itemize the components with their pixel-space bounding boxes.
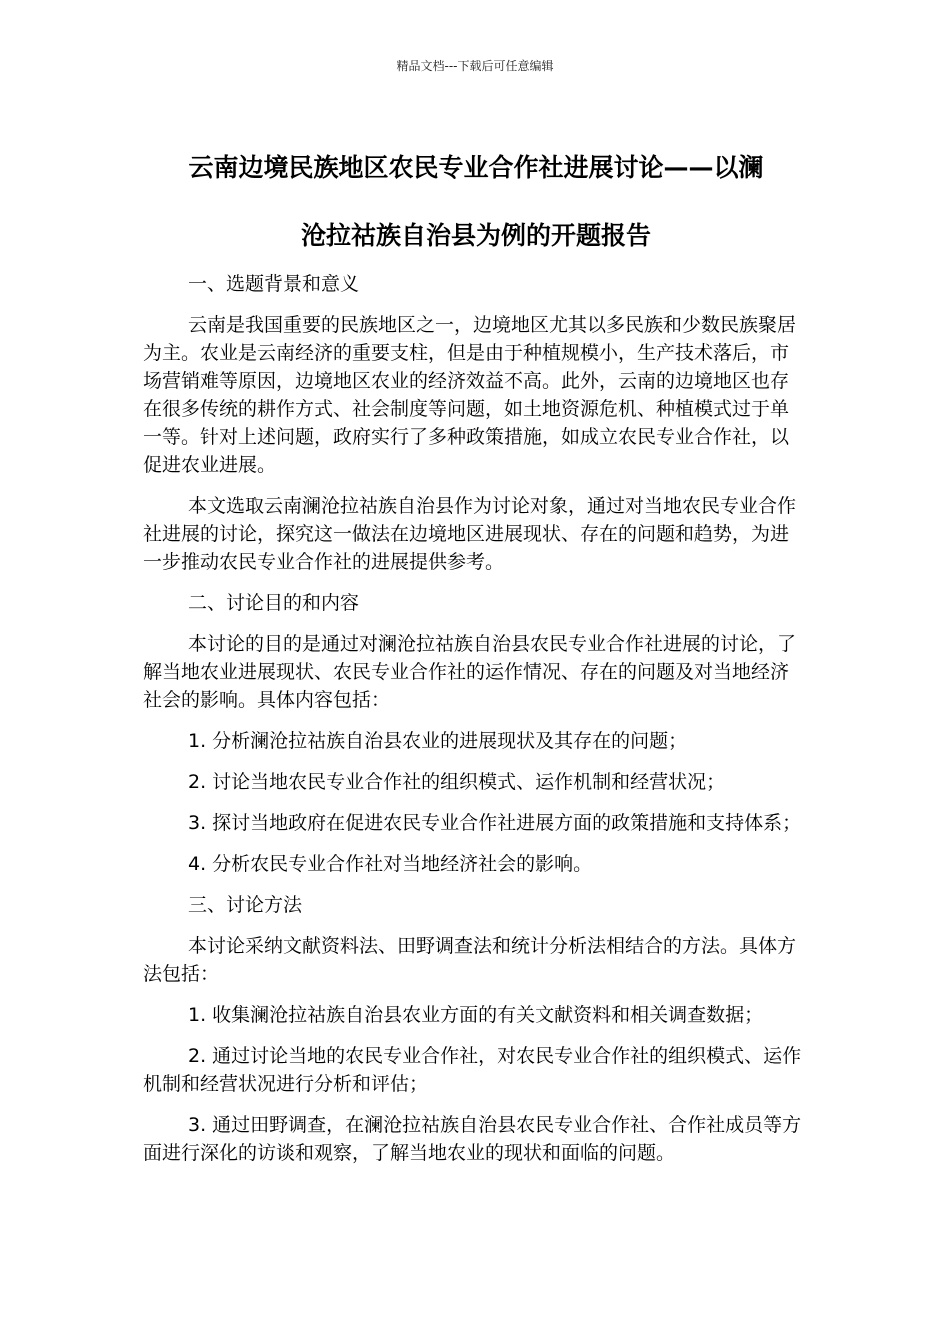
list-item-content-4: 4. 分析农民专业合作社对当地经济社会的影响。: [188, 853, 593, 875]
paragraph-background: 云南是我国重要的民族地区之一，边境地区尤其以多民族和少数民族聚居为主。农业是云南经济的重要支柱，但是由于种植规模小，生产技术落后，市场营销难等原因，边境地区农业的经济效益不高。此外，云南的边境地区也存在很多传统的耕作方式、社会制度等问题，如土地资源危机、种植模式过于单一等。针对上述问题，政府实行了多种政策措施，如成立农民专业合作社，以促进农业进展。: [143, 314, 797, 476]
document-title-line-1: 云南边境民族地区农民专业合作社进展讨论——以澜: [188, 153, 764, 182]
section-heading-background: 一、选题背景和意义: [188, 273, 360, 295]
document-title-line-2: 沧拉祜族自治县为例的开题报告: [300, 221, 651, 250]
list-item-method-3: 3. 通过田野调查，在澜沧拉祜族自治县农民专业合作社、合作社成员等方面进行深化的访谈和观察，了解当地农业的现状和面临的问题。: [143, 1114, 802, 1164]
paragraph-methods: 本讨论采纳文献资料法、田野调查法和统计分析法相结合的方法。具体方法包括：: [143, 935, 797, 985]
list-item-content-1: 1. 分析澜沧拉祜族自治县农业的进展现状及其存在的问题；: [188, 730, 688, 752]
document-title: [140, 134, 812, 270]
list-item-content-2: 2. 讨论当地农民专业合作社的组织模式、运作机制和经营状况；: [188, 771, 726, 793]
section-heading-purpose: 二、讨论目的和内容: [188, 592, 360, 614]
paragraph-study-subject: 本文选取云南澜沧拉祜族自治县作为讨论对象，通过对当地农民专业合作社进展的讨论，探究这一做法在边境地区进展现状、存在的问题和趋势，为进一步推动农民专业合作社的进展提供参考。: [143, 495, 797, 573]
paragraph-purpose: 本讨论的目的是通过对澜沧拉祜族自治县农民专业合作社进展的讨论，了解当地农业进展现状、农民专业合作社的运作情况、存在的问题及对当地经济社会的影响。具体内容包括：: [143, 633, 797, 711]
list-item-content-3: 3. 探讨当地政府在促进农民专业合作社进展方面的政策措施和支持体系；: [188, 812, 802, 834]
page-header-watermark: 精品文档---下载后可任意编辑: [396, 59, 554, 73]
section-heading-methods: 三、讨论方法: [188, 894, 303, 916]
document-body: [143, 270, 807, 1180]
list-item-method-1: 1. 收集澜沧拉祜族自治县农业方面的有关文献资料和相关调查数据；: [188, 1004, 764, 1026]
list-item-method-2: 2. 通过讨论当地的农民专业合作社，对农民专业合作社的组织模式、运作机制和经营状况进行分析和评估；: [143, 1045, 802, 1095]
